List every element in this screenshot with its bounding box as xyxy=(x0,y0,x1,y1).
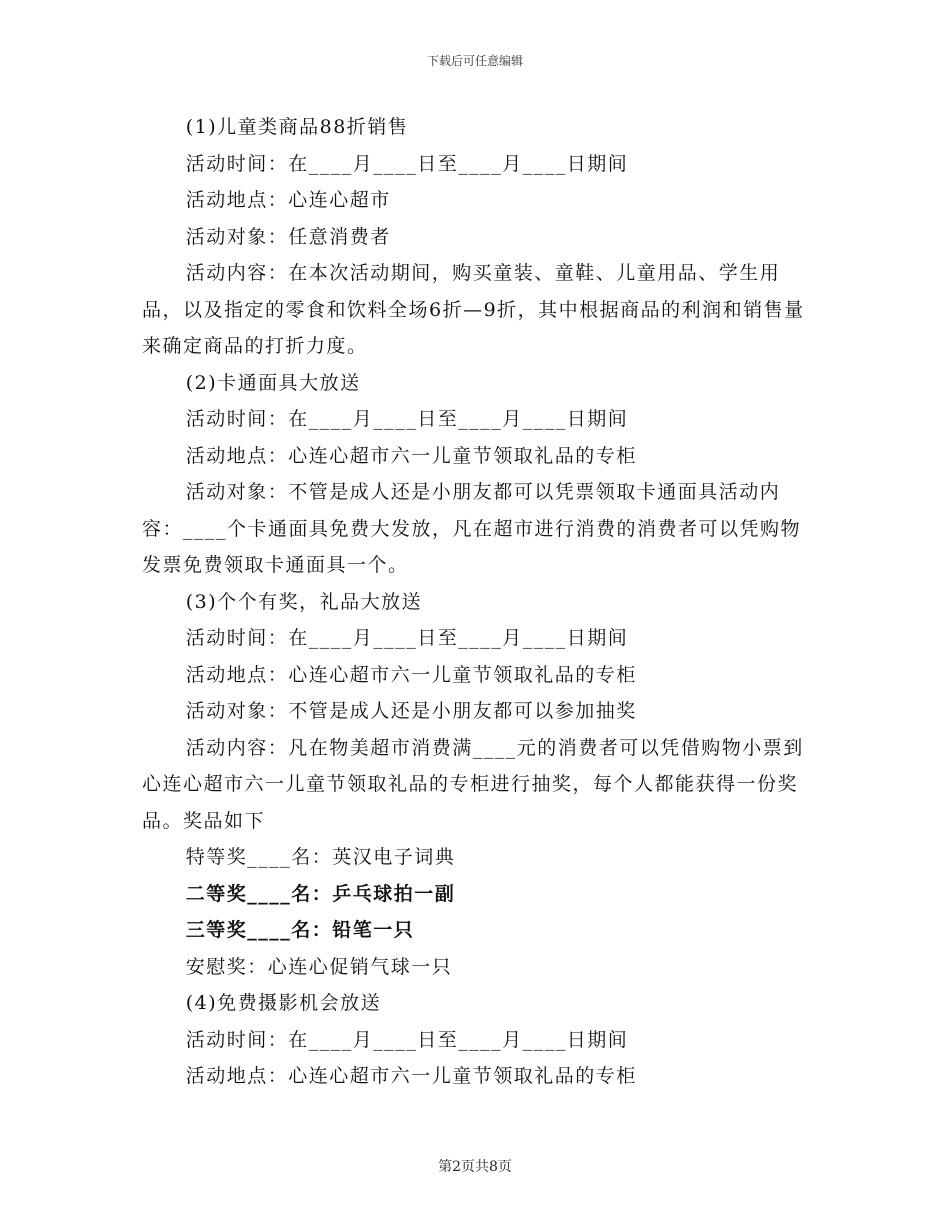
paragraph: 活动对象：不管是成人还是小朋友都可以参加抽奖 xyxy=(185,700,637,722)
paragraph: 活动地点：心连心超市 xyxy=(185,189,391,211)
paragraph: 活动地点：心连心超市六一儿童节领取礼品的专柜 xyxy=(185,444,637,467)
section-heading: (2)卡通面具大放送 xyxy=(185,371,361,394)
paragraph: 活动地点：心连心超市六一儿童节领取礼品的专柜 xyxy=(185,663,637,686)
paragraph: 活动时间：在____月____日至____月____日期间 xyxy=(185,408,629,430)
paragraph: 活动时间：在____月____日至____月____日期间 xyxy=(185,627,629,649)
section-heading: (4)免费摄影机会放送 xyxy=(185,992,382,1014)
paragraph: 活动地点：心连心超市六一儿童节领取礼品的专柜 xyxy=(185,1065,637,1087)
prize-line: 特等奖____名：英汉电子词典 xyxy=(185,846,456,868)
page-footer: 第2页共8页 xyxy=(438,1159,512,1175)
prize-line: 二等奖____名：乒乓球拍一副 xyxy=(185,882,456,905)
page-header: 下载后可任意编辑 xyxy=(426,54,523,68)
paragraph: 活动内容：在本次活动期间，购买童装、童鞋、儿童用品、学生用品，以及指定的零食和饮料全场6折—9折，其中根据商品的利润和销售量来确定商品的打折力度。 xyxy=(142,262,805,357)
paragraph: 活动时间：在____月____日至____月____日期间 xyxy=(185,152,629,175)
paragraph: 活动时间：在____月____日至____月____日期间 xyxy=(185,1028,629,1051)
section-heading: (1)儿童类商品88折销售 xyxy=(185,116,409,138)
paragraph: 活动内容：凡在物美超市消费满____元的消费者可以凭借购物小票到心连心超市六一儿童节领取礼品的专柜进行抽奖，每个人都能获得一份奖品。奖品如下 xyxy=(142,736,804,832)
prize-line: 三等奖____名：铅笔一只 xyxy=(185,919,415,941)
prize-line: 安慰奖：心连心促销气球一只 xyxy=(185,955,453,978)
section-heading: (3)个个有奖，礼品大放送 xyxy=(185,590,423,613)
paragraph: 活动对象：不管是成人还是小朋友都可以凭票领取卡通面具活动内容：____个卡通面具免费大发放，凡在超市进行消费的消费者可以凭购物发票免费领取卡通面具一个。 xyxy=(142,481,802,576)
document-body xyxy=(142,109,807,1095)
paragraph: 活动对象：任意消费者 xyxy=(185,225,391,248)
